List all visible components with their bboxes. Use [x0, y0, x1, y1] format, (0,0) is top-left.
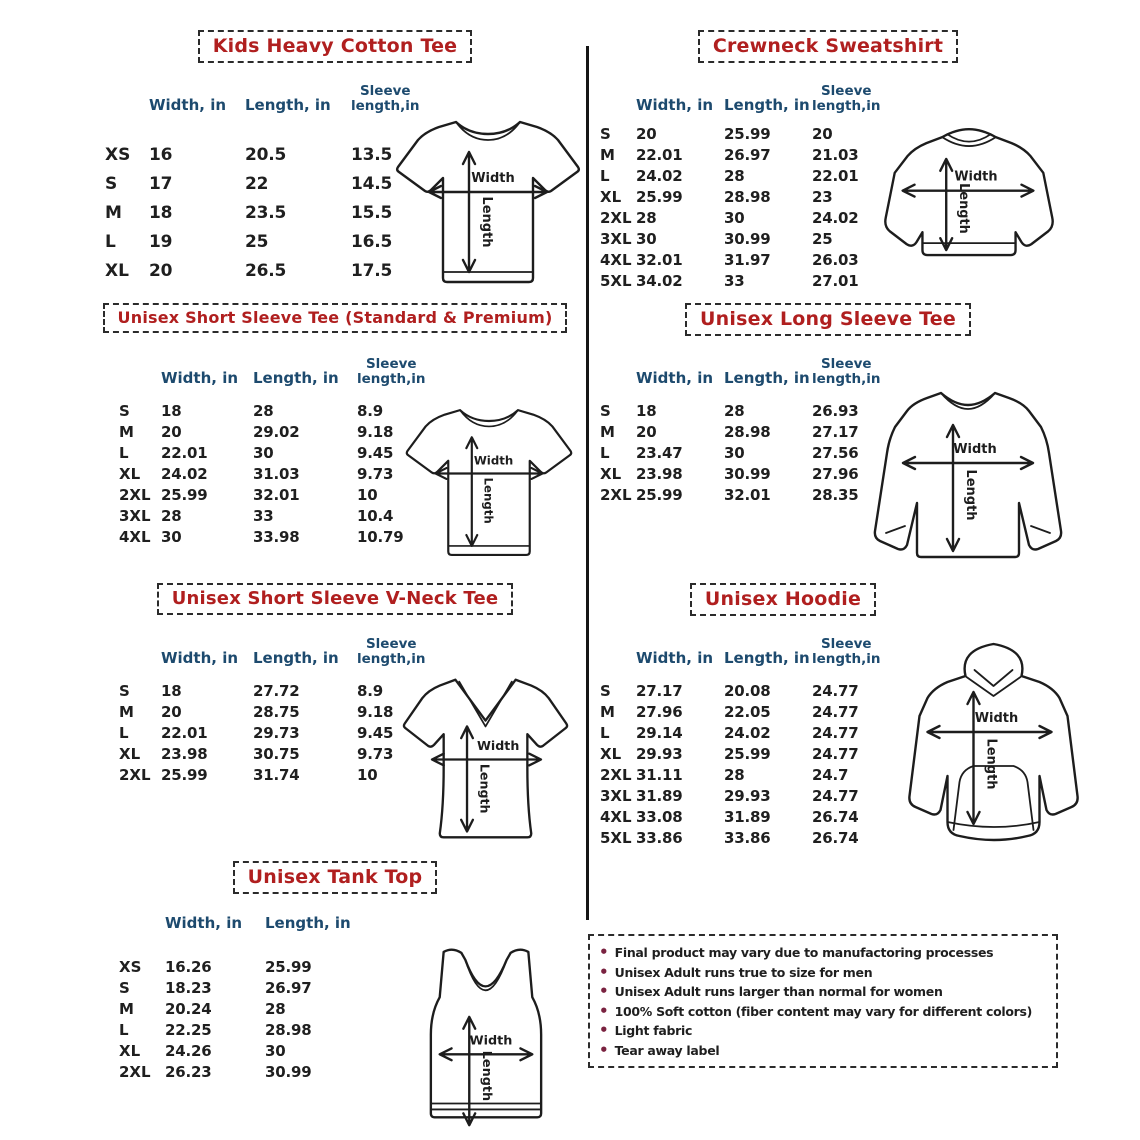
sleeve-value: 28.35 — [812, 485, 859, 504]
width-value: 16.26 — [165, 957, 212, 976]
col-length: Length, in — [724, 95, 810, 114]
sleeve-value: 9.73 — [357, 744, 394, 763]
length-value: 28 — [265, 999, 286, 1018]
width-value: 17 — [149, 173, 173, 194]
sleeve-value: 27.56 — [812, 443, 859, 462]
width-value: 29.14 — [636, 723, 683, 742]
col-length: Length, in — [724, 368, 810, 387]
sleeve-value: 26.03 — [812, 250, 859, 269]
size-label: 4XL — [600, 807, 632, 826]
section-title-row — [85, 30, 585, 63]
table-header — [85, 915, 585, 934]
size-label: L — [600, 166, 610, 185]
sleeve-value: 17.5 — [351, 260, 393, 281]
width-value: 33.08 — [636, 807, 683, 826]
length-value: 26.5 — [245, 260, 287, 281]
length-value: 28 — [724, 401, 745, 420]
col-sleeve: Sleeve length,in — [351, 83, 420, 115]
sleeve-value: 27.17 — [812, 422, 859, 441]
size-label: L — [119, 1020, 129, 1039]
size-label: XS — [105, 144, 131, 165]
length-value: 20.5 — [245, 144, 287, 165]
note-item — [599, 982, 1048, 1002]
size-label: 3XL — [600, 786, 632, 805]
width-value: 30 — [636, 229, 657, 248]
sleeve-value: 9.45 — [357, 443, 394, 462]
tank-top-illustration — [420, 946, 552, 1138]
size-label: L — [600, 723, 610, 742]
width-value: 32.01 — [636, 250, 683, 269]
width-value: 19 — [149, 231, 173, 252]
width-value: 20.24 — [165, 999, 212, 1018]
length-value: 33.98 — [253, 527, 300, 546]
col-length: Length, in — [245, 95, 331, 114]
sleeve-value: 26.74 — [812, 807, 859, 826]
sleeve-value: 9.18 — [357, 422, 394, 441]
sleeve-value: 26.74 — [812, 828, 859, 847]
length-value: 31.74 — [253, 765, 300, 784]
length-value: 30 — [724, 443, 745, 462]
sleeve-value: 20 — [812, 124, 833, 143]
length-value: 29.73 — [253, 723, 300, 742]
size-label: S — [105, 173, 118, 194]
size-label: 2XL — [600, 765, 632, 784]
section-unisex-vneck-tee — [85, 583, 585, 855]
sleeve-value: 21.03 — [812, 145, 859, 164]
note-text: Light fabric — [614, 1023, 693, 1038]
size-label: 2XL — [600, 208, 632, 227]
width-value: 22.01 — [161, 443, 208, 462]
table-header — [85, 357, 585, 388]
bullet-icon: • — [599, 1021, 609, 1039]
size-label: 2XL — [119, 1062, 151, 1081]
sleeve-value: 8.9 — [357, 401, 383, 420]
col-sleeve: Sleeve length,in — [812, 636, 881, 668]
col-length: Length, in — [253, 368, 339, 387]
section-title: Unisex Short Sleeve Tee (Standard & Premium) — [103, 303, 568, 333]
note-text: Unisex Adult runs true to size for men — [614, 964, 873, 980]
length-value: 28 — [253, 401, 274, 420]
length-value: 28 — [724, 166, 745, 185]
sleeve-value: 8.9 — [357, 681, 383, 700]
length-value: 22 — [245, 173, 269, 194]
size-label: M — [119, 422, 134, 441]
section-title: Kids Heavy Cotton Tee — [198, 30, 473, 63]
length-value: 30.99 — [265, 1062, 312, 1081]
length-arrow-label: Length — [956, 183, 972, 234]
tshirt-illustration — [403, 393, 575, 573]
column-divider — [586, 46, 589, 920]
length-value: 30 — [265, 1041, 286, 1060]
section-unisex-hoodie — [593, 583, 1140, 858]
section-title-row — [85, 303, 585, 333]
width-value: 25.99 — [161, 485, 208, 504]
col-length: Length, in — [253, 648, 339, 667]
length-value: 25 — [245, 231, 269, 252]
length-value: 31.97 — [724, 250, 771, 269]
width-arrow-label: Width — [471, 171, 515, 186]
size-label: S — [119, 401, 130, 420]
width-value: 29.93 — [636, 744, 683, 763]
width-value: 27.96 — [636, 702, 683, 721]
sleeve-value: 9.73 — [357, 464, 394, 483]
section-title: Unisex Short Sleeve V-Neck Tee — [157, 583, 514, 615]
note-text: Unisex Adult runs larger than normal for women — [614, 984, 943, 999]
size-label: L — [119, 723, 129, 742]
length-value: 33 — [253, 506, 274, 525]
sleeve-value: 24.77 — [812, 786, 859, 805]
size-label: XL — [600, 187, 622, 206]
col-sleeve: Sleeve length,in — [812, 83, 881, 115]
size-label: 2XL — [600, 485, 632, 504]
width-value: 28 — [161, 506, 182, 525]
bullet-icon: • — [599, 943, 609, 961]
size-label: M — [119, 999, 134, 1018]
note-text: Final product may vary due to manufactoring processes — [614, 945, 994, 960]
length-value: 33.86 — [724, 828, 771, 847]
size-label: S — [600, 681, 611, 700]
size-label: 4XL — [600, 250, 632, 269]
col-width: Width, in — [636, 368, 714, 387]
width-value: 18 — [161, 681, 182, 700]
size-label: L — [105, 231, 116, 252]
section-unisex-long-sleeve-tee — [593, 303, 1140, 578]
length-value: 28.98 — [724, 422, 771, 441]
bullet-icon: • — [599, 962, 609, 981]
sweatshirt-illustration — [865, 123, 1073, 287]
length-value: 28.75 — [253, 702, 300, 721]
col-width: Width, in — [165, 914, 243, 932]
width-value: 34.02 — [636, 271, 683, 290]
width-value: 16 — [149, 144, 173, 165]
size-label: S — [119, 978, 130, 997]
size-label: M — [600, 145, 615, 164]
length-value: 32.01 — [253, 485, 300, 504]
size-label: 3XL — [119, 506, 151, 525]
sleeve-value: 15.5 — [351, 202, 393, 223]
sleeve-value: 24.77 — [812, 723, 859, 742]
size-label: S — [600, 401, 611, 420]
width-value: 20 — [161, 702, 182, 721]
sleeve-value: 27.96 — [812, 464, 859, 483]
col-width: Width, in — [161, 368, 239, 387]
width-value: 23.98 — [161, 744, 208, 763]
length-value: 28 — [724, 765, 745, 784]
width-value: 22.01 — [161, 723, 208, 742]
size-label: S — [119, 681, 130, 700]
width-value: 27.17 — [636, 681, 683, 700]
size-label: 2XL — [119, 485, 151, 504]
sleeve-value: 22.01 — [812, 166, 859, 185]
tshirt-illustration — [393, 110, 583, 295]
width-arrow-label: Width — [473, 453, 514, 468]
width-value: 23.47 — [636, 443, 683, 462]
length-value: 31.89 — [724, 807, 771, 826]
sleeve-value: 10 — [357, 485, 378, 504]
width-arrow-label: Width — [954, 169, 998, 185]
size-label: 3XL — [600, 229, 632, 248]
long-sleeve-tee-illustration — [853, 383, 1083, 573]
col-sleeve: Sleeve length,in — [812, 356, 881, 388]
section-unisex-short-sleeve-tee — [85, 303, 585, 578]
length-value: 30 — [253, 443, 274, 462]
note-item — [599, 943, 1048, 963]
width-value: 31.11 — [636, 765, 683, 784]
length-value: 29.93 — [724, 786, 771, 805]
length-value: 32.01 — [724, 485, 771, 504]
section-title-row — [593, 303, 1063, 336]
length-value: 24.02 — [724, 723, 771, 742]
sleeve-value: 24.77 — [812, 702, 859, 721]
col-sleeve: Sleeve length,in — [357, 636, 426, 668]
length-value: 30.75 — [253, 744, 300, 763]
size-label: XL — [119, 464, 141, 483]
width-value: 24.02 — [161, 464, 208, 483]
col-width: Width, in — [636, 95, 714, 114]
size-label: M — [600, 702, 615, 721]
width-value: 26.23 — [165, 1062, 212, 1081]
length-arrow-label: Length — [963, 469, 978, 521]
section-kids-heavy-cotton-tee — [85, 30, 585, 298]
width-value: 22.25 — [165, 1020, 212, 1039]
width-value: 24.26 — [165, 1041, 212, 1060]
col-width: Width, in — [636, 648, 714, 667]
length-value: 25.99 — [265, 957, 312, 976]
size-label: S — [600, 124, 611, 143]
width-arrow-label: Width — [469, 1033, 513, 1049]
length-value: 28.98 — [265, 1020, 312, 1039]
sleeve-value: 14.5 — [351, 173, 393, 194]
width-value: 18 — [161, 401, 182, 420]
length-value: 26.97 — [724, 145, 771, 164]
size-label: 5XL — [600, 828, 632, 847]
sleeve-value: 25 — [812, 229, 833, 248]
size-label: M — [119, 702, 134, 721]
section-title: Unisex Tank Top — [233, 861, 438, 894]
length-arrow-label: Length — [479, 196, 494, 248]
note-item — [599, 1002, 1048, 1022]
length-value: 26.97 — [265, 978, 312, 997]
sleeve-value: 13.5 — [351, 144, 393, 165]
col-length: Length, in — [265, 914, 351, 932]
width-value: 20 — [149, 260, 173, 281]
col-length: Length, in — [724, 648, 810, 667]
size-label: 5XL — [600, 271, 632, 290]
width-value: 20 — [636, 124, 657, 143]
section-title-row — [593, 583, 973, 616]
size-label: M — [105, 202, 122, 223]
width-value: 18 — [636, 401, 657, 420]
length-value: 20.08 — [724, 681, 771, 700]
sleeve-value: 16.5 — [351, 231, 393, 252]
note-text: Tear away label — [614, 1042, 720, 1058]
width-value: 33.86 — [636, 828, 683, 847]
width-arrow-label: Width — [953, 442, 997, 457]
length-value: 31.03 — [253, 464, 300, 483]
sleeve-value: 10.4 — [357, 506, 394, 525]
sleeve-value: 26.93 — [812, 401, 859, 420]
sleeve-value: 24.7 — [812, 765, 849, 784]
table-header — [593, 84, 1140, 115]
length-arrow-label: Length — [983, 738, 999, 790]
note-item — [599, 1041, 1048, 1061]
length-arrow-label: Length — [477, 763, 493, 814]
sleeve-value: 23 — [812, 187, 833, 206]
length-value: 30.99 — [724, 464, 771, 483]
sleeve-value: 24.02 — [812, 208, 859, 227]
length-value: 30.99 — [724, 229, 771, 248]
size-label: XS — [119, 957, 142, 976]
vneck-tee-illustration — [398, 670, 574, 850]
sleeve-value: 10.79 — [357, 527, 404, 546]
bullet-icon: • — [599, 982, 609, 1000]
width-value: 31.89 — [636, 786, 683, 805]
size-label: M — [600, 422, 615, 441]
section-unisex-tank-top — [85, 861, 585, 1140]
col-width: Width, in — [149, 95, 227, 114]
col-sleeve: Sleeve length,in — [357, 356, 426, 388]
size-label: XL — [119, 744, 141, 763]
width-value: 20 — [636, 422, 657, 441]
hoodie-illustration — [881, 636, 1107, 856]
product-notes-box — [588, 934, 1058, 1068]
length-arrow-label: Length — [479, 1050, 495, 1102]
length-value: 29.02 — [253, 422, 300, 441]
width-value: 18.23 — [165, 978, 212, 997]
col-width: Width, in — [161, 648, 239, 667]
width-value: 28 — [636, 208, 657, 227]
length-value: 27.72 — [253, 681, 300, 700]
sleeve-value: 10 — [357, 765, 378, 784]
size-label: XL — [105, 260, 129, 281]
width-value: 18 — [149, 202, 173, 223]
sleeve-value: 27.01 — [812, 271, 859, 290]
width-arrow-label: Width — [974, 711, 1019, 726]
note-item — [599, 963, 1048, 983]
size-label: 4XL — [119, 527, 151, 546]
width-value: 20 — [161, 422, 182, 441]
sleeve-value: 9.45 — [357, 723, 394, 742]
size-label: XL — [600, 464, 622, 483]
section-title: Unisex Long Sleeve Tee — [685, 303, 971, 336]
width-value: 24.02 — [636, 166, 683, 185]
size-label: 2XL — [119, 765, 151, 784]
length-value: 30 — [724, 208, 745, 227]
width-value: 22.01 — [636, 145, 683, 164]
length-value: 25.99 — [724, 124, 771, 143]
length-value: 28.98 — [724, 187, 771, 206]
section-title-row — [85, 583, 585, 615]
section-title: Unisex Hoodie — [690, 583, 876, 616]
width-value: 25.99 — [636, 485, 683, 504]
section-crewneck-sweatshirt — [593, 30, 1140, 298]
sleeve-value: 24.77 — [812, 744, 859, 763]
sleeve-value: 24.77 — [812, 681, 859, 700]
size-label: XL — [600, 744, 622, 763]
length-value: 25.99 — [724, 744, 771, 763]
length-value: 23.5 — [245, 202, 287, 223]
width-value: 30 — [161, 527, 182, 546]
size-label: XL — [119, 1041, 141, 1060]
section-title-row — [85, 861, 585, 894]
bullet-icon: • — [599, 1040, 609, 1059]
table-header — [85, 637, 585, 668]
size-label: L — [119, 443, 129, 462]
width-value: 23.98 — [636, 464, 683, 483]
size-label: L — [600, 443, 610, 462]
note-text: 100% Soft cotton (fiber content may vary for different colors) — [614, 1003, 1033, 1019]
note-item — [599, 1021, 1048, 1041]
width-value: 25.99 — [161, 765, 208, 784]
bullet-icon: • — [599, 1001, 609, 1020]
length-value: 33 — [724, 271, 745, 290]
section-title-row — [593, 30, 1063, 63]
length-value: 22.05 — [724, 702, 771, 721]
length-arrow-label: Length — [481, 477, 496, 524]
width-arrow-label: Width — [476, 737, 520, 753]
width-value: 25.99 — [636, 187, 683, 206]
section-title: Crewneck Sweatshirt — [698, 30, 958, 63]
sleeve-value: 9.18 — [357, 702, 394, 721]
